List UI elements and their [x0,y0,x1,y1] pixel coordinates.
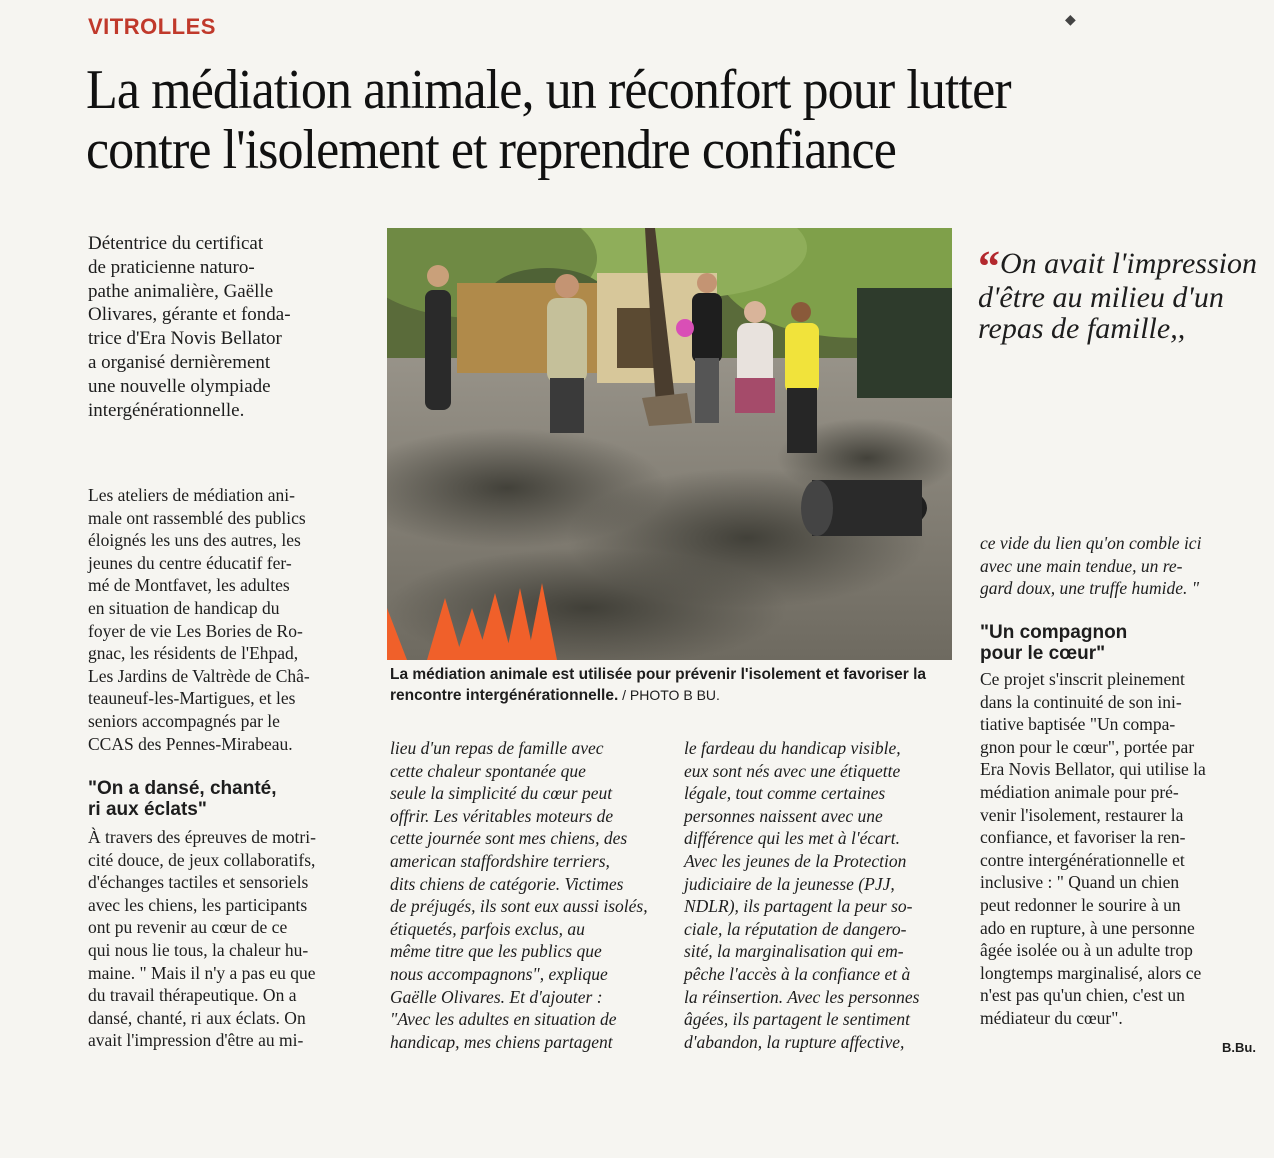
section-rubric: VITROLLES [88,14,216,39]
quote-text: On avait l'impression d'être au milieu d'un repas de famille [978,247,1257,345]
lead-paragraph: Détentrice du certificat de praticienne naturo- pathe animalière, Gaëlle Olivares, gérante et fonda- trice d'Era Novis Bellator a organisé dernièrement une nouvelle olympiade intergénérationnelle. [88,233,291,421]
body-column-3: le fardeau du handicap visible, eux sont nés avec une étiquette légale, tout comme certaines personnes naissent avec une différence qui les met à l'écart. Avec les jeunes de la Protection judiciaire de la jeunesse (PJJ, NDLR), ils partagent la peur so- ciale, la réputation de dangero- sité, la marginalisation qui em- pêche l'accès à la confiance et à la réinsertion. Avec les personnes âgées, ils partagent le sentiment d'abandon, la rupture affective, [684,738,920,1052]
subheading-1: "On a dansé, chanté, ri aux éclats" [88,778,277,820]
caption-text: La médiation animale est utilisée pour prévenir l'isolement et favoriser la rencontre intergénérationnelle. [390,666,927,704]
quote-open-mark: “ [978,242,1000,291]
body-column-4-bottom: Ce projet s'inscrit pleinement dans la continuité de son ini- tiative baptisée "Un compa- gnon pour le cœur", portée par Era Novis Bellator, qui utilise la médiation animale pour pré- venir l'isolement, restaurer la confiance, et favoriser la ren- contre intergénérationnelle et inclusive : " Quand un chien peut redonner le sourire à un ado en rupture, à une personne âgée isolée ou à un adulte trop longtemps marginalisé, alors ce n'est pas qu'un chien, c'est un médiateur du cœur". [980,669,1206,1028]
headline: La médiation animale, un réconfort pour lutter contre l'isolement et reprendre confiance [86,59,1011,181]
quote-close-mark: ,, [1170,312,1186,345]
body-column-1-top: Les ateliers de médiation ani- male ont rassemblé des publics éloignés les uns des autres, les jeunes du centre éducatif fer- mé de Montfavet, les adultes en situation de handicap du foyer de vie Les Bories de Ro- gnac, les résidents de l'Ehpad, Les Jardins de Valtrède de Châ- teauneuf-les-Martigues, et les seniors accompagnés par le CCAS des Pennes-Mirabeau. [88,485,310,754]
article-photo [387,228,952,660]
photo-credit: / PHOTO B BU. [618,687,720,703]
pull-quote [978,242,1263,345]
body-column-1-bottom: À travers des épreuves de motri- cité douce, de jeux collaboratifs, d'échanges tactiles et sensoriels avec les chiens, les participants ont pu revenir au cœur de ce qui nous lie tous, la chaleur hu- maine. " Mais il n'y a pas eu que du travail thérapeutique. On a dansé, chanté, ri aux éclats. On avait l'impression d'être au mi- [88,827,316,1051]
subheading-2: "Un compagnon pour le cœur" [980,622,1128,664]
author-signature: B.Bu. [1222,1040,1256,1055]
print-mark: ◆ [1065,13,1076,28]
body-column-2: lieu d'un repas de famille avec cette chaleur spontanée que seule la simplicité du cœur peut offrir. Les véritables moteurs de cette journée sont mes chiens, des american staffordshire terriers, dits chiens de catégorie. Victimes de préjugés, ils sont eux aussi isolés, étiquetés, parfois exclus, au même titre que les publics que nous accompagnons", explique Gaëlle Olivares. Et d'ajouter : "Avec les adultes en situation de handicap, mes chiens partagent [390,738,648,1052]
body-column-4-top: ce vide du lien qu'on comble ici avec une main tendue, un re- gard doux, une truffe humide. " [980,533,1202,599]
photo-caption [390,665,952,706]
